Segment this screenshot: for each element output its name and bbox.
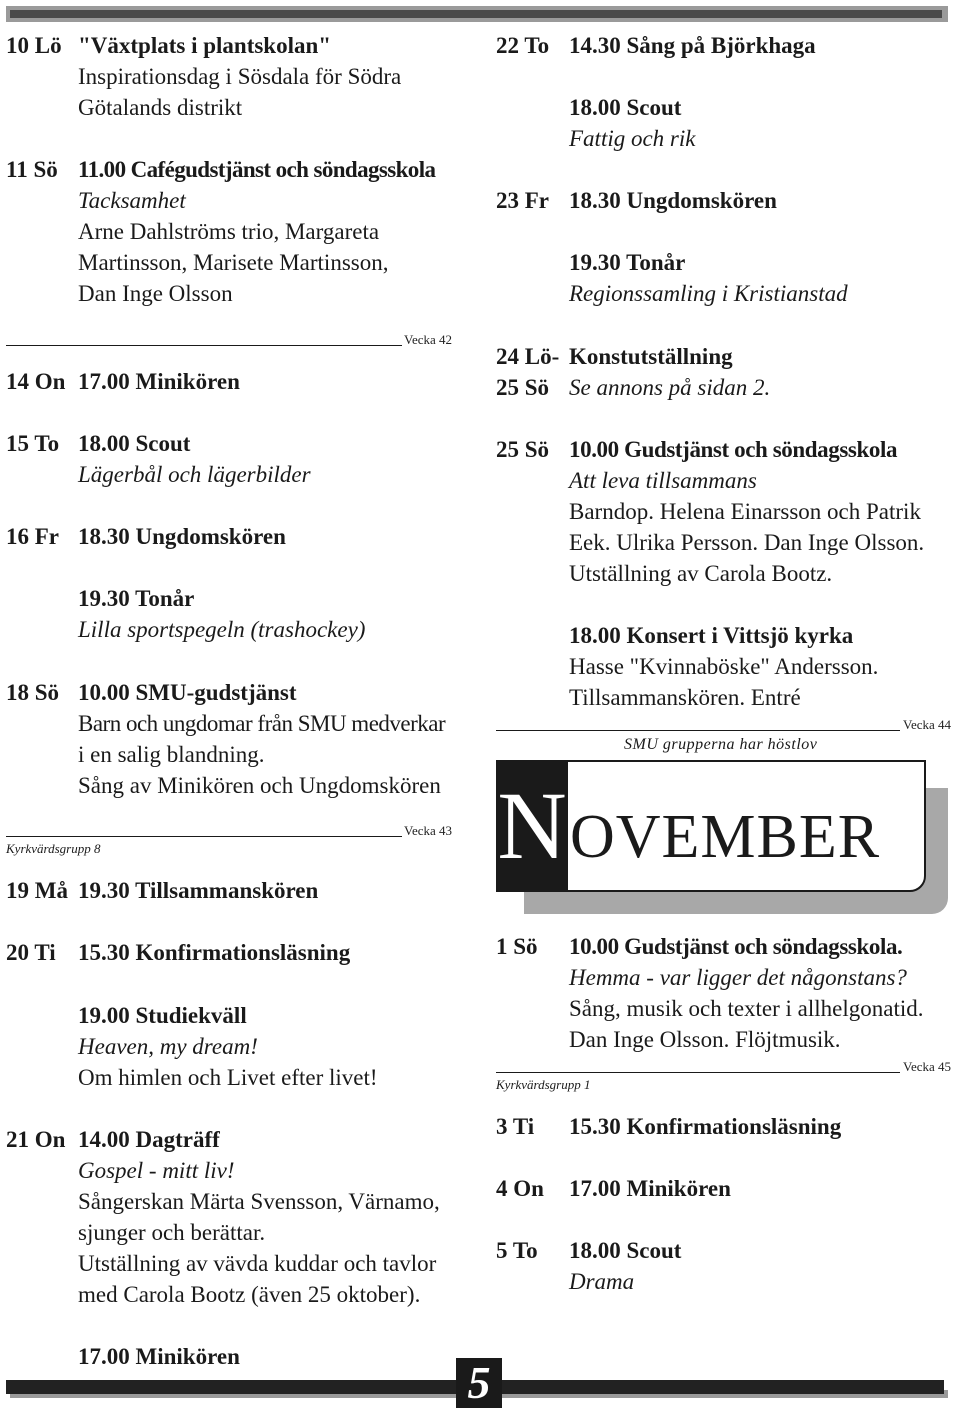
event-text: Dan Inge Olsson	[78, 281, 233, 306]
day-label: 19 Må	[6, 878, 68, 903]
event-title: 18.00 Scout	[569, 95, 682, 120]
event-theme: Se annons på sidan 2.	[569, 375, 771, 400]
event-title: 18.30 Ungdomskören	[569, 188, 777, 213]
day-label: 10 Lö	[6, 33, 62, 58]
month-title: OVEMBER	[570, 803, 881, 871]
event-title: 18.00 Scout	[569, 1238, 682, 1263]
event-text: i en salig blandning.	[78, 742, 265, 767]
event-theme: Regionssamling i Kristianstad	[569, 281, 848, 306]
event-theme: Tacksamhet	[78, 188, 186, 213]
event-text: Sång, musik och texter i allhelgonatid.	[569, 996, 924, 1021]
day-label: 21 On	[6, 1127, 66, 1152]
event-title: 14.30 Sång på Björkhaga	[569, 33, 816, 58]
page-number: 5	[467, 1357, 491, 1408]
event-title: 10.00 Gudstjänst och söndagsskola.	[569, 934, 903, 959]
group-label: Kyrkvärdsgrupp 1	[496, 1077, 591, 1092]
week-divider	[6, 345, 402, 346]
event-text: Inspirationsdag i Sösdala för Södra	[78, 64, 402, 89]
day-label: 5 To	[496, 1238, 538, 1263]
event-title: 11.00 Cafégudstjänst och söndagsskola	[78, 157, 436, 182]
event-theme: Gospel - mitt liv!	[78, 1158, 235, 1183]
event-text: sjunger och berättar.	[78, 1220, 266, 1245]
day-label: 20 Ti	[6, 940, 56, 965]
day-label: 16 Fr	[6, 524, 60, 549]
day-label: 11 Sö	[6, 157, 58, 182]
day-label: 23 Fr	[496, 188, 550, 213]
event-title: 14.00 Dagträff	[78, 1127, 220, 1152]
event-title: 19.00 Studiekväll	[78, 1003, 247, 1028]
event-text: Utställning av Carola Bootz.	[569, 561, 833, 586]
day-label: 15 To	[6, 431, 60, 456]
event-theme: Heaven, my dream!	[78, 1034, 258, 1059]
top-border-inner	[10, 10, 942, 18]
group-label: Kyrkvärdsgrupp 8	[6, 841, 101, 856]
event-text: Barn och ungdomar från SMU medverkar	[78, 711, 446, 736]
event-text: Martinsson, Marisete Martinsson,	[78, 250, 389, 275]
event-theme: Fattig och rik	[569, 126, 696, 151]
week-label: Vecka 43	[404, 823, 453, 838]
event-title: 10.00 Gudstjänst och söndagsskola	[569, 437, 898, 462]
event-title: 18.30 Ungdomskören	[78, 524, 286, 549]
event-theme: Lägerbål och lägerbilder	[78, 462, 311, 487]
event-text: Sång av Minikören och Ungdomskören	[78, 773, 441, 798]
event-text: Barndop. Helena Einarsson och Patrik	[569, 499, 921, 524]
event-title: 15.30 Konfirmationsläsning	[569, 1114, 842, 1139]
week-label: Vecka 42	[404, 332, 453, 347]
week-label: Vecka 44	[903, 717, 952, 732]
day-label: 22 To	[496, 33, 550, 58]
event-title: 17.00 Minikören	[569, 1176, 731, 1201]
week-divider	[496, 1072, 900, 1073]
event-title: 19.30 Tonår	[78, 586, 195, 611]
day-label: 1 Sö	[496, 934, 538, 959]
event-text: Om himlen och Livet efter livet!	[78, 1065, 378, 1090]
day-label: 14 On	[6, 369, 66, 394]
day-label: 25 Sö	[496, 437, 550, 462]
day-label: 3 Ti	[496, 1114, 535, 1139]
event-theme: Att leva tillsammans	[569, 468, 757, 493]
week-divider	[6, 836, 402, 837]
event-theme: Hemma - var ligger det någonstans?	[569, 965, 907, 990]
day-label: 24 Lö-	[496, 344, 560, 369]
week-label: Vecka 45	[903, 1059, 952, 1074]
event-title: 17.00 Minikören	[78, 1344, 240, 1369]
day-label: 25 Sö	[496, 375, 550, 400]
event-text: Arne Dahlströms trio, Margareta	[78, 219, 380, 244]
event-title: 15.30 Konfirmationsläsning	[78, 940, 351, 965]
event-title: 19.30 Tillsammanskören	[78, 878, 319, 903]
month-initial: N	[497, 772, 567, 879]
event-text: Sångerskan Märta Svensson, Värnamo,	[78, 1189, 440, 1214]
event-title: 18.00 Scout	[78, 431, 191, 456]
event-title: Konstutställning	[569, 344, 733, 369]
day-label: 18 Sö	[6, 680, 60, 705]
event-text: Götalands distrikt	[78, 95, 243, 120]
event-text: Tillsammanskören. Entré	[569, 685, 801, 710]
event-title: 17.00 Minikören	[78, 369, 240, 394]
event-title: "Växtplats i plantskolan"	[78, 33, 332, 58]
event-text: Eek. Ulrika Persson. Dan Inge Olsson.	[569, 530, 925, 555]
event-title: 18.00 Konsert i Vittsjö kyrka	[569, 623, 854, 648]
note-text: SMU grupperna har höstlov	[624, 736, 818, 753]
event-title: 10.00 SMU-gudstjänst	[78, 680, 297, 705]
event-text: Utställning av vävda kuddar och tavlor	[78, 1251, 437, 1276]
day-label: 4 On	[496, 1176, 544, 1201]
event-theme: Lilla sportspegeln (trashockey)	[78, 617, 366, 642]
event-text: med Carola Bootz (även 25 oktober).	[78, 1282, 421, 1307]
week-divider	[496, 730, 900, 731]
event-text: Dan Inge Olsson. Flöjtmusik.	[569, 1027, 841, 1052]
event-title: 19.30 Tonår	[569, 250, 686, 275]
event-theme: Drama	[569, 1269, 635, 1294]
event-text: Hasse "Kvinnaböske" Andersson.	[569, 654, 879, 679]
